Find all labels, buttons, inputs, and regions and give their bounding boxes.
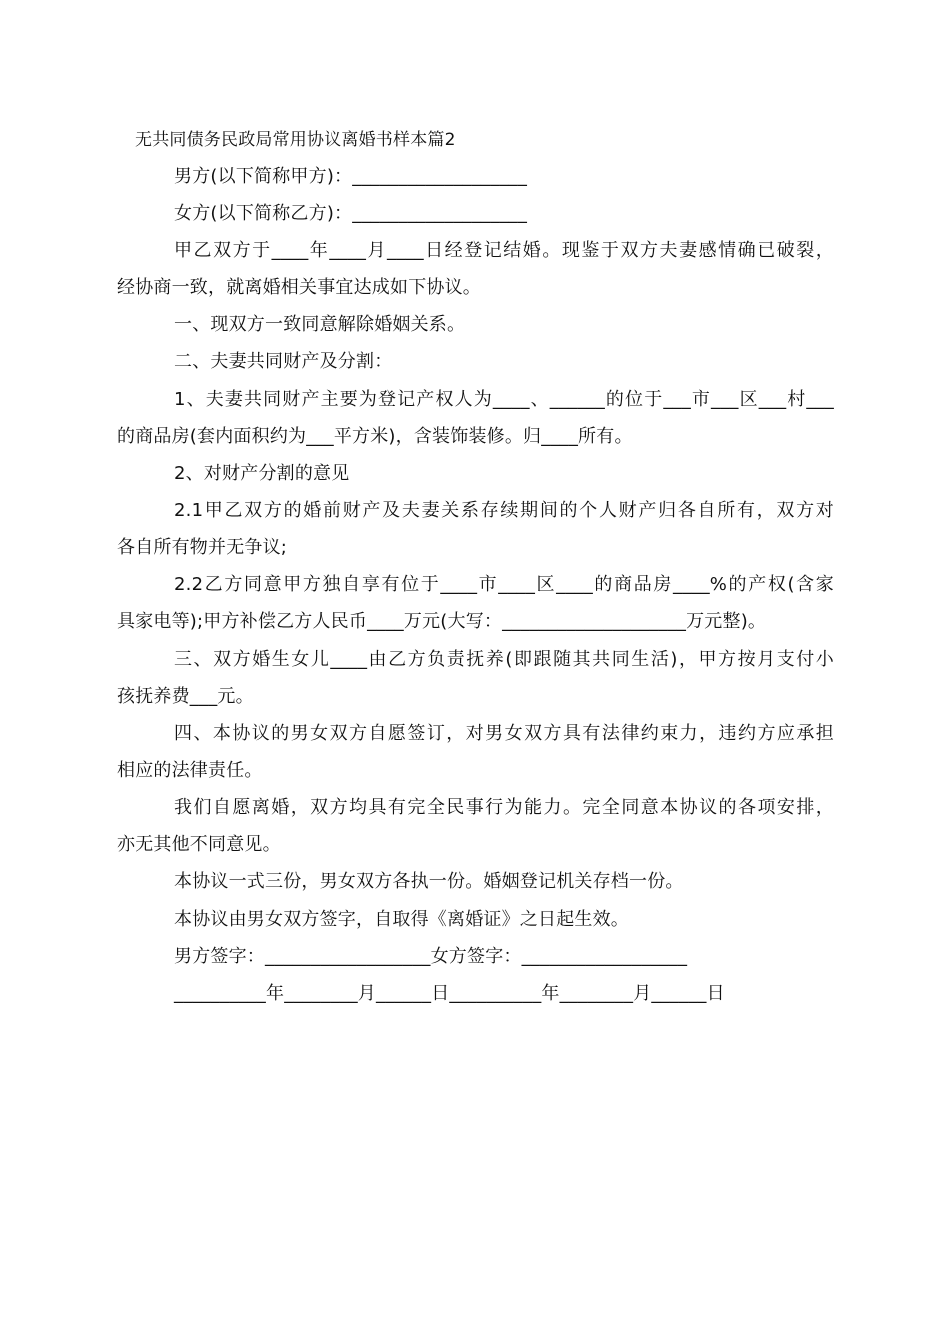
item-2-2-line-2: 具家电等);甲方补偿乙方人民币____万元(大写：____________________万元整)。 (117, 611, 767, 632)
paragraph-marriage-line-1: 甲乙双方于____年____月____日经登记结婚。现鉴于双方夫妻感情确已破裂， (174, 240, 834, 261)
item-2-1-line-2: 各自所有物并无争议; (117, 537, 288, 558)
signature-line: 男方签字：__________________女方签字：__________________ (174, 946, 688, 967)
voluntary-statement-line-2: 亦无其他不同意见。 (117, 834, 281, 855)
item-2-1-line-1: 2.1甲乙双方的婚前财产及夫妻关系存续期间的个人财产归各自所有，双方对 (174, 500, 834, 521)
document-title: 无共同债务民政局常用协议离婚书样本篇2 (135, 130, 456, 150)
clause-three-line-1: 三、双方婚生女儿____由乙方负责抚养(即跟随其共同生活)，甲方按月支付小 (174, 649, 834, 670)
copies-statement: 本协议一式三份，男女双方各执一份。婚姻登记机关存档一份。 (174, 871, 684, 892)
property-item-1-line-1: 1、夫妻共同财产主要为登记产权人为____、______的位于___市___区___村___ (174, 389, 834, 410)
female-party-line: 女方(以下简称乙方)：___________________ (174, 203, 528, 224)
male-party-line: 男方(以下简称甲方)：___________________ (174, 166, 528, 187)
item-2-2-line-1: 2.2乙方同意甲方独自享有位于____市____区____的商品房____%的产权(含家 (174, 574, 834, 595)
clause-two-heading: 二、夫妻共同财产及分割： (174, 351, 393, 372)
clause-three-line-2: 孩抚养费___元。 (117, 686, 254, 707)
clause-one: 一、现双方一致同意解除婚姻关系。 (174, 314, 466, 335)
effective-statement: 本协议由男女双方签字，自取得《离婚证》之日起生效。 (174, 909, 629, 930)
property-item-1-line-2: 的商品房(套内面积约为___平方米)，含装饰装修。归____所有。 (117, 426, 633, 447)
clause-four-line-1: 四、本协议的男女双方自愿签订，对男女双方具有法律约束力，违约方应承担 (174, 723, 834, 744)
voluntary-statement-line-1: 我们自愿离婚，双方均具有完全民事行为能力。完全同意本协议的各项安排， (174, 797, 834, 818)
date-line: __________年________月______日__________年________月______日 (174, 983, 725, 1004)
clause-four-line-2: 相应的法律责任。 (117, 760, 263, 781)
property-item-2-heading: 2、对财产分割的意见 (174, 463, 350, 484)
paragraph-marriage-line-2: 经协商一致，就离婚相关事宜达成如下协议。 (117, 277, 481, 298)
